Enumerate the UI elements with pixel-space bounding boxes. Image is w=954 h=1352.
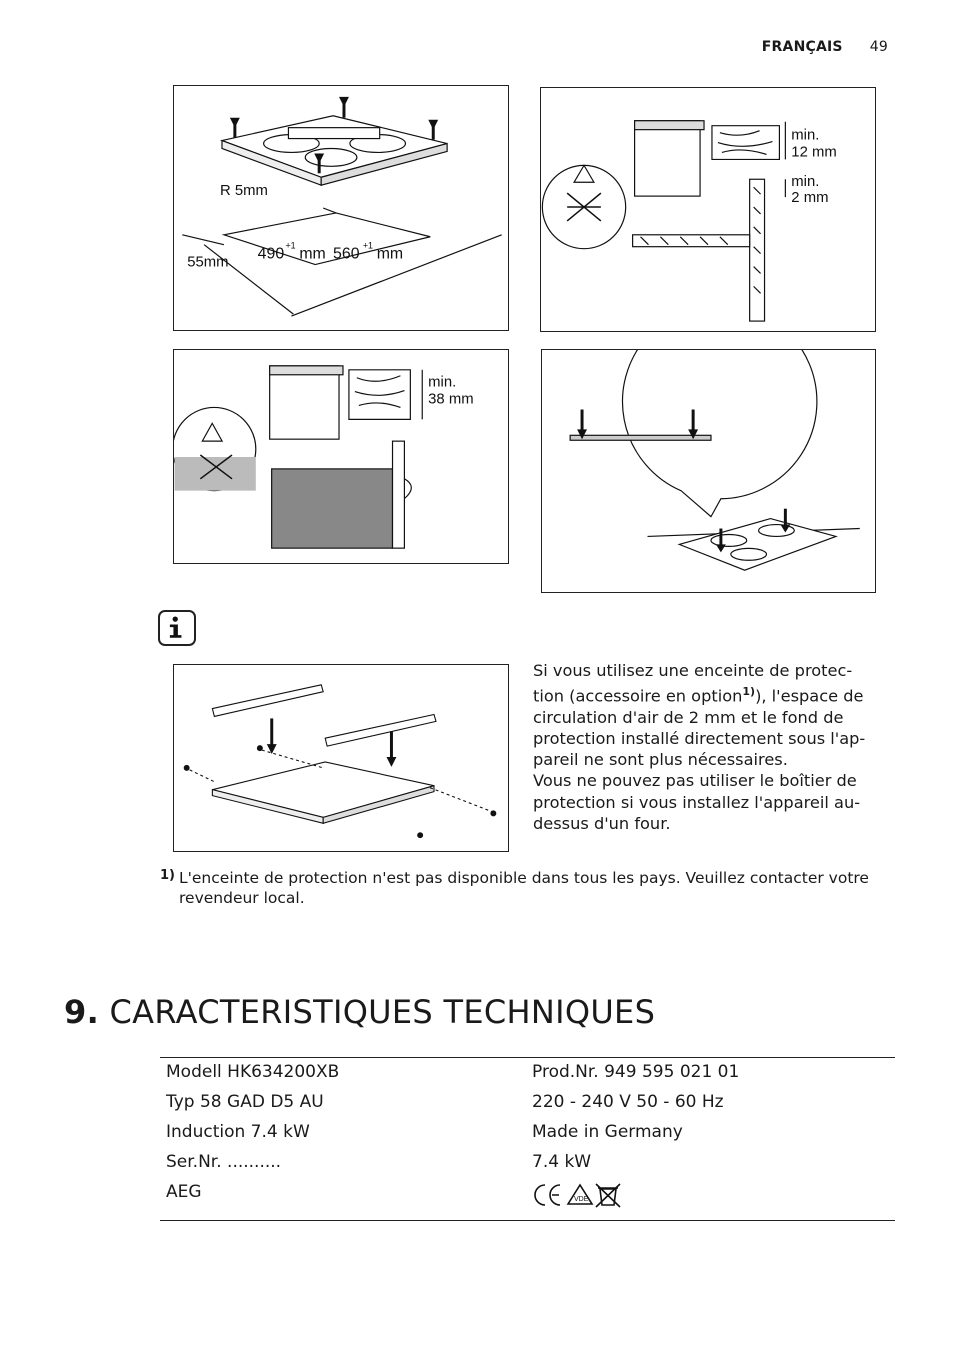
label-490: 490 bbox=[257, 245, 285, 263]
label-55mm: 55mm bbox=[187, 254, 229, 271]
label-560-sup: +1 bbox=[362, 240, 373, 251]
svg-text:VDE: VDE bbox=[574, 1196, 589, 1203]
page-number: 49 bbox=[869, 39, 888, 55]
figure-insert-hob bbox=[541, 349, 876, 593]
label-min-38-a: min. bbox=[428, 374, 457, 391]
insert-illustration bbox=[542, 350, 875, 592]
weee-bin-icon bbox=[596, 1184, 620, 1207]
label-560: 560 bbox=[333, 245, 360, 263]
label-min-2-a: min. bbox=[791, 174, 820, 191]
cutout-illustration bbox=[174, 86, 508, 330]
para-line-2: tion (accessoire en option$^{1)}$), l'espace de circulation d'air de 2 mm et le fond de protection installé directement sous l'ap-pareil ne sont plus nécessaires. bbox=[533, 685, 866, 770]
table-cell: Made in Germany bbox=[532, 1122, 683, 1142]
table-cell: AEG bbox=[166, 1182, 202, 1202]
figure-protection-box bbox=[173, 664, 509, 852]
header-section: FRANÇAIS bbox=[761, 39, 843, 55]
figure-above-oven bbox=[173, 349, 509, 564]
table-cell: Modell HK634200XB bbox=[166, 1062, 340, 1082]
footnote-marker: 1) bbox=[160, 868, 175, 883]
table-cell: Ser.Nr. .......... bbox=[166, 1152, 282, 1172]
table-row bbox=[160, 1119, 895, 1149]
para-line-3: Vous ne pouvez pas utiliser le boîtier de protection si vous installez l'appareil au-dessus d'un four. bbox=[533, 771, 861, 833]
spec-table bbox=[160, 1057, 895, 1221]
label-min-2-b: 2 mm bbox=[791, 190, 829, 207]
figure-cutout-dimensions bbox=[173, 85, 509, 331]
protection-box-description bbox=[533, 660, 893, 834]
table-row bbox=[160, 1179, 895, 1221]
ce-mark-icon bbox=[535, 1185, 545, 1205]
footnote bbox=[160, 868, 880, 908]
para-line-1: Si vous utilisez une enceinte de protec- bbox=[533, 661, 853, 680]
footnote-text: L'enceinte de protection n'est pas disponible dans tous les pays. Veuillez contacter votre revendeur local. bbox=[179, 869, 869, 907]
label-490-unit: mm bbox=[299, 245, 326, 263]
section-title: CARACTERISTIQUES TECHNIQUES bbox=[109, 993, 656, 1031]
label-min-12-a: min. bbox=[791, 127, 820, 144]
label-min-12-b: 12 mm bbox=[791, 144, 837, 161]
oven-illustration bbox=[174, 350, 508, 563]
section-number: 9. bbox=[64, 993, 100, 1031]
figure-worktop-clearance bbox=[540, 87, 876, 332]
table-cell: 220 - 240 V 50 - 60 Hz bbox=[532, 1092, 724, 1112]
label-min-38-b: 38 mm bbox=[428, 391, 474, 408]
certification-icons bbox=[532, 1182, 624, 1208]
table-row bbox=[160, 1149, 895, 1179]
info-icon bbox=[158, 610, 196, 646]
table-cell: Induction 7.4 kW bbox=[166, 1122, 310, 1142]
section-heading bbox=[64, 993, 655, 1031]
protection-box-illustration bbox=[174, 665, 508, 851]
table-row bbox=[160, 1058, 895, 1090]
footnote-reference: 1) bbox=[742, 685, 756, 699]
certification-marks bbox=[526, 1179, 895, 1221]
clearance-illustration bbox=[541, 88, 875, 331]
label-r5: R 5mm bbox=[219, 183, 268, 200]
label-490-sup: +1 bbox=[285, 240, 296, 251]
page-header bbox=[762, 39, 888, 55]
table-cell: 7.4 kW bbox=[532, 1152, 592, 1172]
table-row bbox=[160, 1089, 895, 1119]
table-cell: Prod.Nr. 949 595 021 01 bbox=[532, 1062, 740, 1082]
label-560-unit: mm bbox=[376, 245, 404, 263]
table-cell: Typ 58 GAD D5 AU bbox=[166, 1092, 324, 1112]
